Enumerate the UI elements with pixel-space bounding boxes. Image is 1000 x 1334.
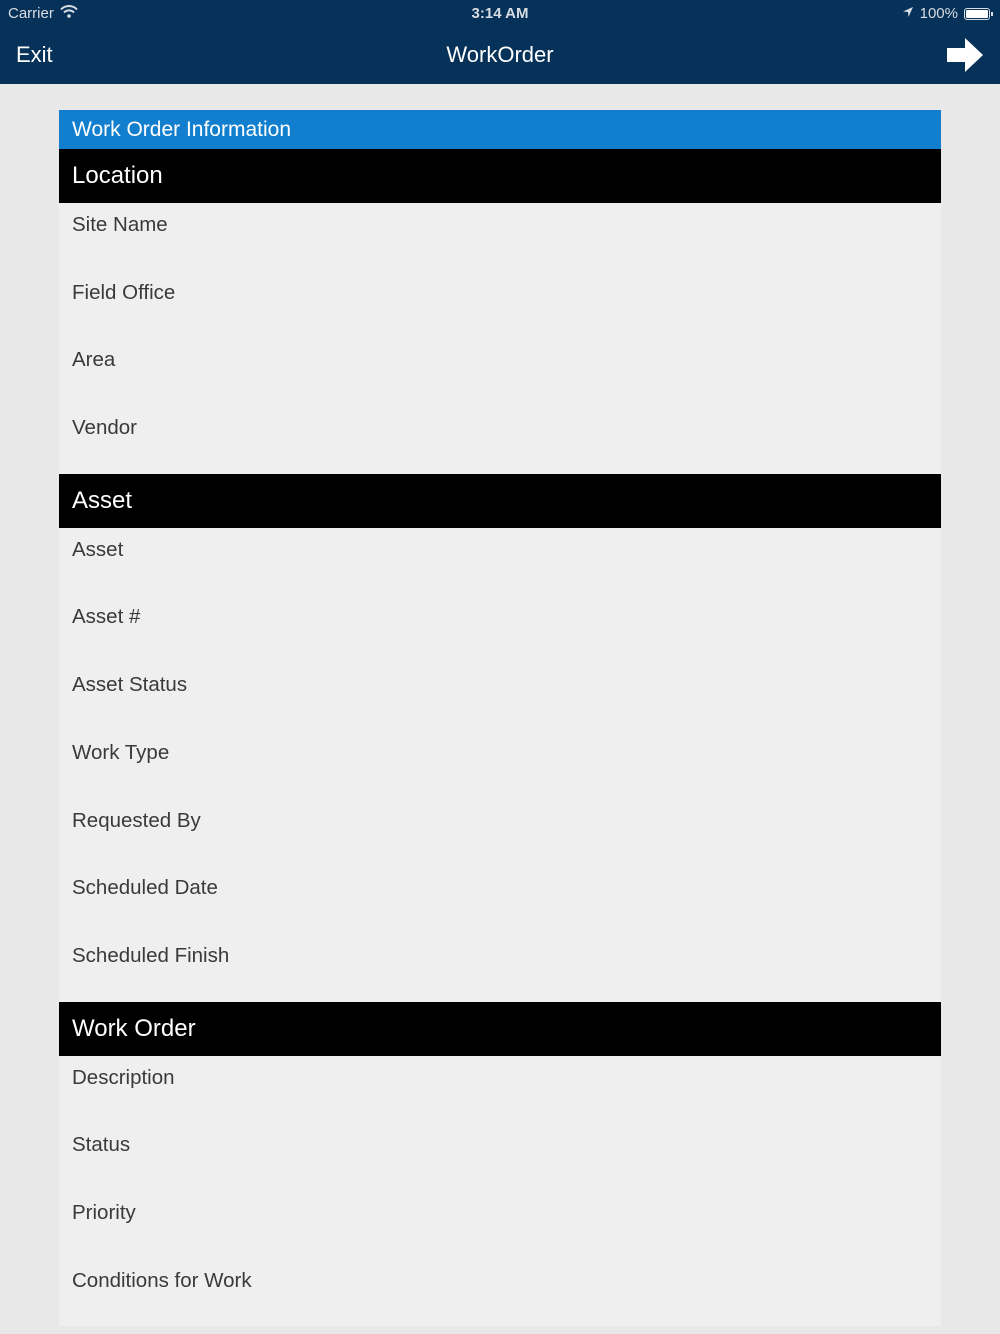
carrier-label: Carrier (8, 5, 54, 22)
work-order-form (59, 110, 941, 1326)
field-status[interactable]: Status (59, 1123, 941, 1191)
section-work-order (59, 1002, 941, 1327)
field-requested-by[interactable]: Requested By (59, 799, 941, 867)
section-header: Asset (59, 474, 941, 528)
field-work-type[interactable]: Work Type (59, 731, 941, 799)
battery-percent: 100% (919, 5, 958, 22)
form-header: Work Order Information (59, 110, 941, 149)
exit-button[interactable]: Exit (16, 42, 53, 67)
field-scheduled-finish[interactable]: Scheduled Finish (59, 934, 941, 1002)
field-vendor[interactable]: Vendor (59, 406, 941, 474)
section-location (59, 149, 941, 474)
field-area[interactable]: Area (59, 338, 941, 406)
section-header: Location (59, 149, 941, 203)
field-scheduled-date[interactable]: Scheduled Date (59, 866, 941, 934)
field-asset-status[interactable]: Asset Status (59, 663, 941, 731)
arrow-right-icon[interactable] (946, 37, 984, 73)
field-asset-number[interactable]: Asset # (59, 595, 941, 663)
section-header: Work Order (59, 1002, 941, 1056)
status-time: 3:14 AM (471, 5, 529, 22)
battery-icon (964, 8, 990, 20)
navigation-bar (0, 28, 1000, 84)
field-description[interactable]: Description (59, 1056, 941, 1124)
field-site-name[interactable]: Site Name (59, 203, 941, 271)
field-conditions-for-work[interactable]: Conditions for Work (59, 1259, 941, 1327)
top-bar (0, 0, 1000, 84)
section-asset (59, 474, 941, 1002)
field-priority[interactable]: Priority (59, 1191, 941, 1259)
field-field-office[interactable]: Field Office (59, 271, 941, 339)
page-title: WorkOrder (446, 42, 554, 67)
field-asset[interactable]: Asset (59, 528, 941, 596)
status-bar (0, 0, 1000, 28)
location-arrow-icon (902, 5, 914, 22)
